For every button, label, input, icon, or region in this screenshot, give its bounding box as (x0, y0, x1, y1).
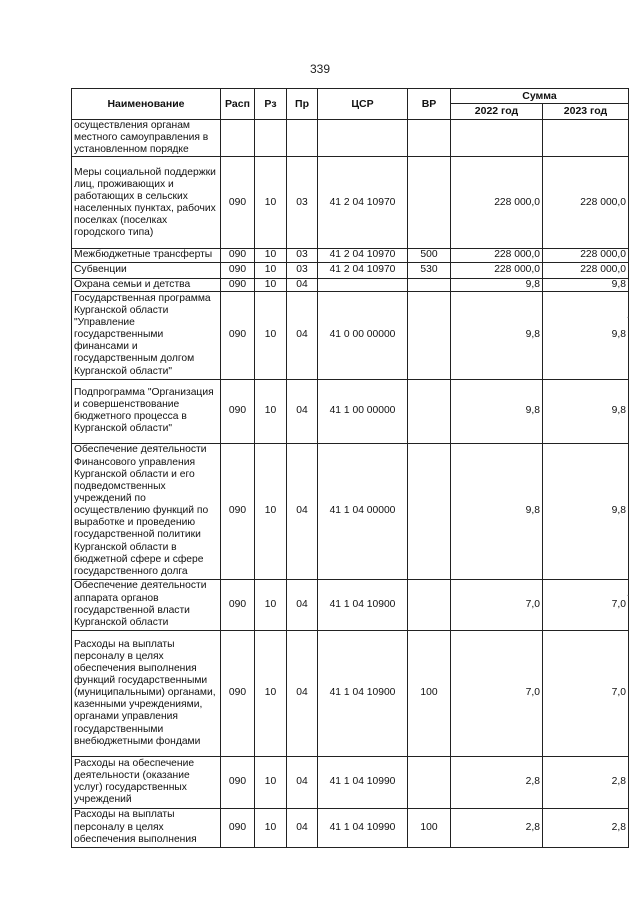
cell-csr: 41 1 04 10900 (318, 630, 408, 756)
cell-rz: 10 (255, 291, 287, 379)
table-row (72, 443, 629, 579)
cell-csr: 41 0 00 00000 (318, 291, 408, 379)
scan-mark: · (626, 590, 630, 601)
cell-pr: 04 (287, 379, 318, 443)
cell-sum-2023: 9,8 (543, 443, 629, 579)
header-csr: ЦСР (318, 89, 408, 120)
cell-sum-2023: 9,8 (543, 379, 629, 443)
cell-pr: 03 (287, 262, 318, 278)
cell-rasp: 090 (221, 249, 255, 262)
header-year-2022: 2022 год (451, 104, 543, 120)
cell-sum-2022: 2,8 (451, 808, 543, 847)
cell-pr: 04 (287, 443, 318, 579)
cell-name: Охрана семьи и детства (72, 278, 221, 291)
budget-table (71, 88, 629, 848)
cell-sum-2022: 228 000,0 (451, 249, 543, 262)
cell-sum-2023: 9,8 (543, 291, 629, 379)
cell-pr: 04 (287, 756, 318, 808)
cell-rasp: 090 (221, 443, 255, 579)
cell-vr: 100 (408, 630, 451, 756)
cell-sum-2023: 9,8 (543, 278, 629, 291)
cell-rasp: 090 (221, 278, 255, 291)
cell-vr (408, 278, 451, 291)
cell-csr: 41 1 04 10990 (318, 808, 408, 847)
cell-pr: 04 (287, 630, 318, 756)
table-row (72, 120, 629, 157)
cell-csr: 41 1 04 00000 (318, 443, 408, 579)
cell-rasp (221, 120, 255, 157)
cell-sum-2023 (543, 120, 629, 157)
cell-sum-2023: 7,0 (543, 579, 629, 630)
cell-pr: 04 (287, 579, 318, 630)
cell-name: Государственная программа Курганской области "Управление государственными финансами и государственным долгом Курганской области" (72, 291, 221, 379)
scan-mark: · (626, 312, 630, 323)
cell-sum-2022: 9,8 (451, 291, 543, 379)
table-row (72, 278, 629, 291)
cell-sum-2022: 9,8 (451, 379, 543, 443)
cell-sum-2022 (451, 120, 543, 157)
cell-name: Обеспечение деятельности Финансового управления Курганской области и его подведомственных учреждений по осуществлению функций по выработке и проведению государственной политики Курганской области в бюджетной сфере и сфере государственного долга (72, 443, 221, 579)
cell-vr: 530 (408, 262, 451, 278)
header-rasp: Расп (221, 89, 255, 120)
table-row (72, 157, 629, 249)
cell-rz: 10 (255, 262, 287, 278)
header-name: Наименование (72, 89, 221, 120)
header-rz: Рз (255, 89, 287, 120)
cell-csr: 41 1 00 00000 (318, 379, 408, 443)
cell-vr (408, 291, 451, 379)
cell-name: Расходы на выплаты персоналу в целях обеспечения выполнения (72, 808, 221, 847)
cell-rasp: 090 (221, 579, 255, 630)
cell-rasp: 090 (221, 630, 255, 756)
cell-vr (408, 443, 451, 579)
cell-sum-2023: 228 000,0 (543, 157, 629, 249)
cell-name: Подпрограмма "Организация и совершенствование бюджетного процесса в Курганской области" (72, 379, 221, 443)
cell-pr: 04 (287, 278, 318, 291)
cell-name: Субвенции (72, 262, 221, 278)
cell-csr: 41 2 04 10970 (318, 157, 408, 249)
cell-name: осуществления органам местного самоуправления в установленном порядке (72, 120, 221, 157)
cell-rz: 10 (255, 278, 287, 291)
cell-rasp: 090 (221, 379, 255, 443)
cell-vr (408, 756, 451, 808)
page-number: 339 (309, 62, 331, 76)
cell-csr: 41 1 04 10900 (318, 579, 408, 630)
cell-rz: 10 (255, 630, 287, 756)
table-row (72, 249, 629, 262)
cell-sum-2022: 9,8 (451, 443, 543, 579)
cell-rz: 10 (255, 249, 287, 262)
cell-vr (408, 579, 451, 630)
cell-vr: 100 (408, 808, 451, 847)
cell-pr: 03 (287, 249, 318, 262)
cell-sum-2022: 228 000,0 (451, 262, 543, 278)
cell-sum-2023: 2,8 (543, 756, 629, 808)
cell-pr: 04 (287, 808, 318, 847)
cell-name: Обеспечение деятельности аппарата органов государственной власти Курганской области (72, 579, 221, 630)
cell-rz: 10 (255, 579, 287, 630)
cell-rasp: 090 (221, 157, 255, 249)
header-pr: Пр (287, 89, 318, 120)
table-row (72, 262, 629, 278)
cell-rz: 10 (255, 443, 287, 579)
cell-sum-2023: 7,0 (543, 630, 629, 756)
cell-rasp: 090 (221, 756, 255, 808)
cell-rz: 10 (255, 157, 287, 249)
header-year-2023: 2023 год (543, 104, 629, 120)
cell-csr (318, 278, 408, 291)
table-row (72, 379, 629, 443)
cell-rz (255, 120, 287, 157)
cell-sum-2023: 228 000,0 (543, 249, 629, 262)
table-row (72, 630, 629, 756)
cell-name: Расходы на выплаты персоналу в целях обеспечения выполнения функций государственными (муниципальными) органами, казенными учреждениями, органами управления государственными внебюджетными фондами (72, 630, 221, 756)
cell-sum-2023: 228 000,0 (543, 262, 629, 278)
header-vr: ВР (408, 89, 451, 120)
table-row (72, 756, 629, 808)
cell-vr (408, 157, 451, 249)
cell-sum-2022: 2,8 (451, 756, 543, 808)
cell-vr: 500 (408, 249, 451, 262)
table-row (72, 579, 629, 630)
cell-pr: 04 (287, 291, 318, 379)
cell-sum-2023: 2,8 (543, 808, 629, 847)
cell-csr: 41 2 04 10970 (318, 249, 408, 262)
table-row (72, 291, 629, 379)
cell-sum-2022: 7,0 (451, 579, 543, 630)
cell-csr: 41 1 04 10990 (318, 756, 408, 808)
cell-pr: 03 (287, 157, 318, 249)
table-row (72, 808, 629, 847)
cell-name: Межбюджетные трансферты (72, 249, 221, 262)
cell-sum-2022: 228 000,0 (451, 157, 543, 249)
cell-csr (318, 120, 408, 157)
cell-pr (287, 120, 318, 157)
cell-rasp: 090 (221, 262, 255, 278)
cell-vr (408, 379, 451, 443)
cell-rz: 10 (255, 756, 287, 808)
header-sum: Сумма (451, 89, 629, 104)
cell-rasp: 090 (221, 291, 255, 379)
table-body (72, 120, 629, 848)
cell-csr: 41 2 04 10970 (318, 262, 408, 278)
cell-rz: 10 (255, 808, 287, 847)
cell-rasp: 090 (221, 808, 255, 847)
cell-rz: 10 (255, 379, 287, 443)
cell-name: Расходы на обеспечение деятельности (оказание услуг) государственных учреждений (72, 756, 221, 808)
cell-vr (408, 120, 451, 157)
cell-sum-2022: 7,0 (451, 630, 543, 756)
cell-sum-2022: 9,8 (451, 278, 543, 291)
cell-name: Меры социальной поддержки лиц, проживающих и работающих в сельских населенных пунктах, рабочих поселках (поселках городского типа) (72, 157, 221, 249)
